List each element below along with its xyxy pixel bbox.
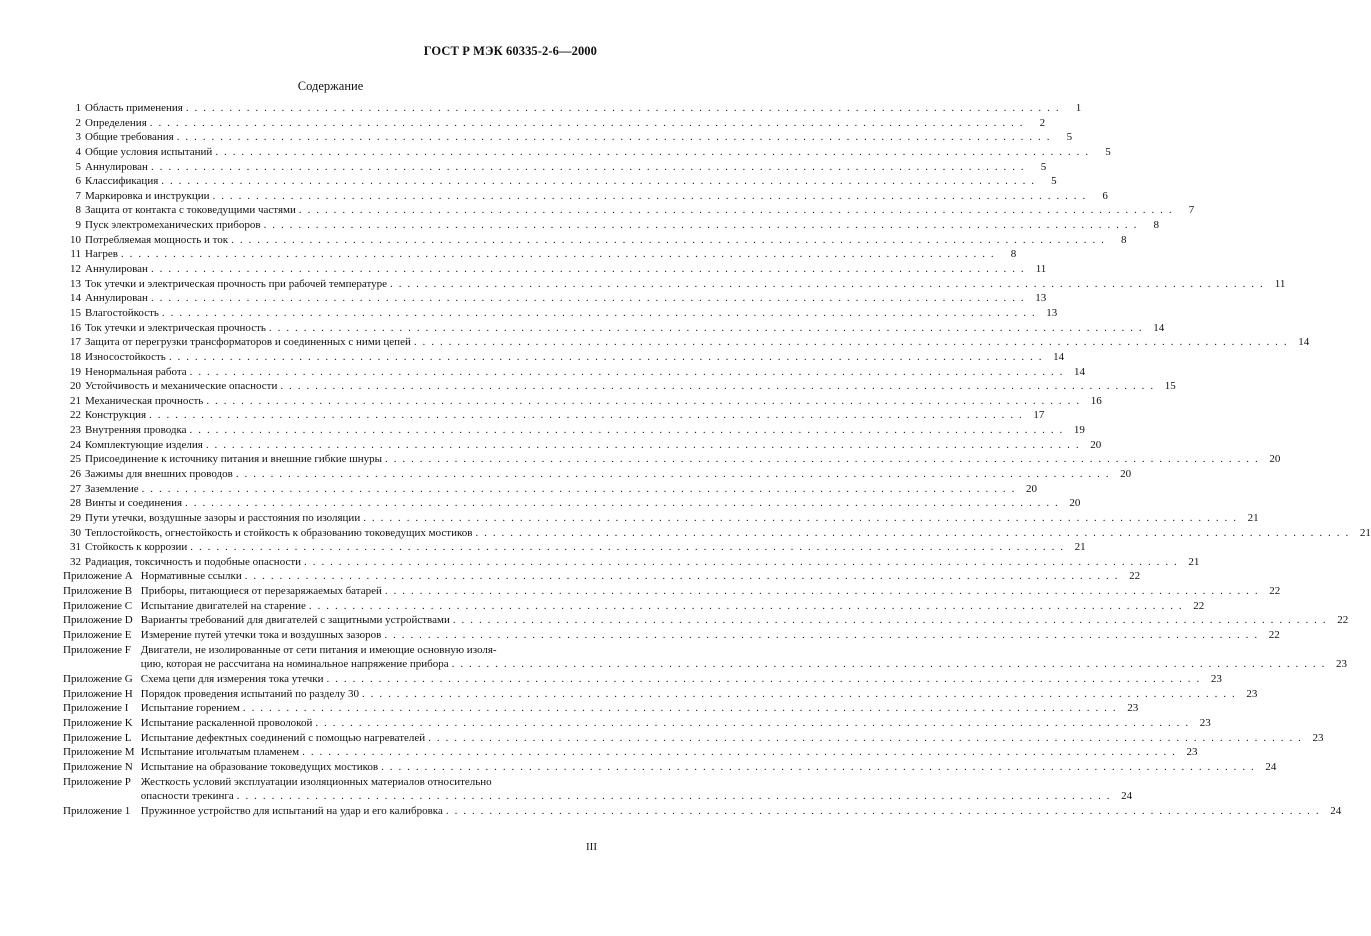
- section-page: 2: [1039, 116, 1046, 129]
- appendix-title-continued: цию, которая не рассчитана на номинальное напряжение прибора: [140, 658, 449, 671]
- appendix-page: 23: [1127, 702, 1139, 715]
- section-number: 28: [70, 497, 81, 510]
- appendix-letter: P: [124, 775, 131, 788]
- section-title: Область применения: [85, 101, 183, 114]
- appendix-page: 24: [1121, 790, 1133, 803]
- toc-section-row[interactable]: [63, 540, 1086, 555]
- toc-section-row[interactable]: [63, 130, 1073, 145]
- toc-appendix-row[interactable]: [63, 775, 1133, 804]
- section-number: 31: [70, 541, 81, 554]
- appendix-prefix: Приложение D: [63, 613, 137, 628]
- section-title: Аннулирован: [85, 263, 148, 276]
- appendix-letter: L: [124, 731, 132, 744]
- dot-leader: [150, 116, 1024, 131]
- section-number: 21: [70, 394, 81, 407]
- section-number: 27: [70, 482, 81, 495]
- dot-leader: [243, 701, 1117, 716]
- toc-section-row[interactable]: [63, 203, 1195, 218]
- section-page: 13: [1035, 292, 1047, 305]
- section-title: Устойчивость и механические опасности: [85, 380, 278, 393]
- toc-appendix-row[interactable]: [63, 701, 1139, 716]
- section-page: 21: [1188, 555, 1200, 568]
- toc-appendix-row[interactable]: [63, 687, 1258, 702]
- appendix-title: Порядок проведения испытаний по разделу 30: [140, 687, 359, 700]
- appendix-prefix: Приложение B: [63, 584, 137, 599]
- appendix-title: Измерение путей утечки тока и воздушных зазоров: [140, 629, 382, 642]
- section-number: 30: [70, 526, 81, 539]
- section-title: Общие требования: [85, 131, 174, 144]
- page-title: Содержание: [297, 79, 364, 93]
- appendix-letter: F: [124, 643, 131, 656]
- toc-section-row[interactable]: [63, 467, 1132, 482]
- section-page: 21: [1074, 541, 1086, 554]
- toc-section-row[interactable]: [63, 496, 1081, 511]
- toc-appendix-row[interactable]: [63, 584, 1281, 599]
- dot-leader: [151, 160, 1025, 175]
- dot-leader: [385, 452, 1259, 467]
- section-number: 16: [70, 321, 81, 334]
- appendix-prefix: Приложение G: [63, 672, 137, 687]
- appendix-page: 23: [1186, 746, 1198, 759]
- dot-leader: [236, 467, 1110, 482]
- toc-appendix-row[interactable]: [63, 804, 1342, 819]
- appendix-letter: I: [124, 702, 129, 715]
- table-of-contents: [63, 101, 1371, 818]
- section-number: 19: [70, 365, 81, 378]
- appendix-title: Двигатели, не изолированные от сети питания и имеющие основную изоля-: [140, 643, 497, 656]
- section-number: 9: [75, 219, 81, 232]
- appendix-title: Приборы, питающиеся от перезаряжаемых батарей: [140, 585, 382, 598]
- section-title: Теплостойкость, огнестойкость и стойкость к образованию токоведущих мостиков: [85, 526, 473, 539]
- appendix-title: Варианты требований для двигателей с защитными устройствами: [140, 614, 450, 627]
- section-number: 26: [70, 468, 81, 480]
- section-title: Нагрев: [85, 248, 118, 261]
- section-number: 17: [70, 336, 81, 349]
- dot-leader: [190, 365, 1064, 380]
- toc-section-row[interactable]: [63, 160, 1047, 175]
- section-title: Потребляемая мощность и ток: [85, 233, 229, 246]
- appendix-letter: K: [124, 716, 133, 729]
- toc-section-row[interactable]: [63, 438, 1102, 453]
- dot-leader: [162, 306, 1036, 321]
- toc-section-row[interactable]: [63, 394, 1102, 409]
- appendix-title: Испытание дефектных соединений с помощью нагревателей: [140, 731, 426, 744]
- section-page: 20: [1069, 497, 1081, 510]
- section-page: 20: [1269, 453, 1281, 466]
- section-title: Ток утечки и электрическая прочность: [85, 321, 266, 334]
- toc-section-row[interactable]: [63, 452, 1281, 467]
- appendix-letter: E: [124, 629, 132, 642]
- dot-leader: [121, 247, 995, 262]
- appendix-title: Испытание раскаленной проволокой: [140, 716, 313, 729]
- appendix-page: 22: [1193, 599, 1205, 612]
- appendix-letter: M: [124, 746, 135, 759]
- section-title: Радиация, токсичность и подобные опасности: [85, 555, 302, 568]
- section-number: 13: [70, 277, 81, 290]
- section-title: Стойкость к коррозии: [85, 541, 188, 554]
- toc-section-row[interactable]: [63, 379, 1176, 394]
- section-number: 7: [75, 189, 81, 202]
- section-number: 1: [75, 101, 81, 114]
- section-title: Пуск электромеханических приборов: [85, 219, 261, 232]
- toc-section-row[interactable]: [63, 262, 1047, 277]
- dot-leader: [385, 584, 1259, 599]
- section-number: 29: [70, 511, 81, 524]
- section-title: Износостойкость: [85, 350, 166, 363]
- appendix-letter: D: [124, 614, 133, 627]
- dot-leader: [264, 218, 1138, 233]
- section-page: 14: [1298, 336, 1310, 349]
- appendix-page: 24: [1265, 760, 1277, 773]
- dot-leader: [245, 569, 1119, 584]
- dot-leader: [452, 657, 1326, 672]
- section-number: 3: [75, 131, 81, 144]
- appendix-letter: B: [124, 585, 133, 598]
- section-page: 20: [1120, 468, 1132, 480]
- appendix-page: 23: [1335, 658, 1347, 671]
- appendix-prefix: Приложение I: [63, 701, 137, 716]
- section-number: 2: [75, 116, 81, 129]
- appendix-page: 22: [1129, 570, 1141, 583]
- section-title: Влагостойкость: [85, 306, 159, 319]
- toc-section-row[interactable]: [63, 526, 1371, 541]
- section-page: 5: [1105, 145, 1111, 158]
- section-number: 32: [70, 555, 81, 568]
- section-number: 6: [75, 175, 81, 188]
- appendix-page: 23: [1312, 731, 1324, 744]
- dot-leader: [231, 233, 1105, 248]
- section-page: 14: [1053, 350, 1065, 363]
- dot-leader: [151, 262, 1025, 277]
- dot-leader: [446, 804, 1320, 819]
- appendix-page: 22: [1337, 614, 1349, 627]
- toc-appendix-row[interactable]: [63, 643, 1347, 672]
- appendix-prefix: Приложение L: [63, 731, 137, 746]
- section-title: Ненормальная работа: [85, 365, 187, 378]
- appendix-prefix: Приложение M: [63, 745, 137, 760]
- dot-leader: [149, 408, 1023, 423]
- section-title: Заземление: [85, 482, 139, 495]
- section-title: Маркировка и инструкции: [85, 189, 210, 202]
- section-number: 14: [70, 292, 81, 305]
- toc-section-row[interactable]: [63, 247, 1017, 262]
- appendix-page: 23: [1199, 716, 1211, 729]
- dot-leader: [185, 496, 1059, 511]
- section-title: Классификация: [85, 175, 159, 188]
- section-page: 1: [1075, 101, 1082, 114]
- document-code: ГОСТ Р МЭК 60335-2-6—2000: [423, 44, 597, 58]
- toc-section-row[interactable]: [63, 423, 1085, 438]
- toc-section-row[interactable]: [63, 482, 1037, 497]
- toc-section-row[interactable]: [63, 555, 1200, 570]
- toc-section-row[interactable]: [63, 350, 1065, 365]
- section-title: Пути утечки, воздушные зазоры и расстояния по изоляции: [85, 511, 361, 524]
- section-page: 8: [1010, 248, 1017, 261]
- appendix-prefix: Приложение H: [63, 687, 137, 702]
- section-number: 25: [70, 453, 81, 466]
- section-page: 14: [1074, 365, 1086, 378]
- toc-appendix-row[interactable]: [63, 599, 1205, 614]
- section-page: 13: [1046, 306, 1058, 319]
- section-number: 12: [70, 263, 81, 276]
- section-title: Комплектующие изделия: [85, 438, 203, 451]
- toc-appendix-row[interactable]: [63, 731, 1324, 746]
- appendix-prefix: Приложение F: [63, 643, 137, 658]
- dot-leader: [381, 760, 1255, 775]
- toc-appendix-row[interactable]: [63, 570, 1141, 585]
- section-number: 15: [70, 306, 81, 319]
- toc-section-row[interactable]: [63, 277, 1286, 292]
- section-title: Внутренняя проводка: [85, 424, 187, 437]
- dot-leader: [186, 101, 1060, 116]
- appendix-page: 23: [1210, 673, 1222, 685]
- section-number: 22: [70, 409, 81, 422]
- section-number: 8: [75, 204, 81, 217]
- toc-appendix-row[interactable]: [63, 745, 1198, 760]
- appendix-prefix: Приложение C: [63, 599, 137, 614]
- dot-leader: [142, 482, 1016, 497]
- toc-section-row[interactable]: [63, 233, 1127, 248]
- dot-leader: [362, 687, 1236, 702]
- dot-leader: [280, 379, 1154, 394]
- section-title: Присоединение к источнику питания и внешние гибкие шнуры: [85, 453, 382, 466]
- appendix-prefix: Приложение K: [63, 716, 137, 731]
- appendix-prefix: Приложение P: [63, 775, 137, 790]
- appendix-title-continued: опасности трекинга: [140, 790, 234, 803]
- section-page: 20: [1025, 482, 1037, 495]
- section-page: 14: [1153, 321, 1165, 334]
- appendix-page: 22: [1269, 585, 1281, 598]
- appendix-prefix: Приложение 1: [63, 804, 137, 819]
- section-title: Зажимы для внешних проводов: [85, 468, 233, 480]
- section-page: 17: [1033, 409, 1045, 422]
- section-title: Защита от перегрузки трансформаторов и соединенных с ними цепей: [85, 336, 411, 349]
- toc-section-row[interactable]: [63, 321, 1165, 336]
- dot-leader: [428, 731, 1302, 746]
- toc-section-row[interactable]: [63, 335, 1310, 350]
- section-title: Аннулирован: [85, 160, 148, 173]
- toc-appendix-row[interactable]: [63, 760, 1277, 775]
- section-number: 4: [75, 145, 81, 158]
- dot-leader: [384, 628, 1258, 643]
- appendix-title: Жесткость условий эксплуатации изоляционных материалов относительно: [140, 775, 492, 788]
- dot-leader: [326, 672, 1200, 687]
- appendix-page: 22: [1268, 629, 1280, 642]
- section-page: 5: [1066, 131, 1073, 144]
- toc-section-row[interactable]: [63, 145, 1111, 160]
- dot-leader: [237, 789, 1111, 804]
- appendix-title: Схема цепи для измерения тока утечки: [140, 673, 324, 685]
- section-number: 23: [70, 424, 81, 437]
- dot-leader: [304, 555, 1178, 570]
- appendix-page: 23: [1246, 687, 1258, 700]
- section-title: Защита от контакта с токоведущими частями: [85, 204, 296, 217]
- section-page: 11: [1035, 263, 1047, 276]
- appendix-letter: A: [124, 570, 133, 583]
- section-number: 5: [75, 160, 81, 173]
- appendix-letter: C: [124, 599, 133, 612]
- toc-section-row[interactable]: [63, 408, 1045, 423]
- section-page: 8: [1121, 233, 1127, 246]
- dot-leader: [309, 599, 1183, 614]
- section-page: 16: [1090, 394, 1102, 407]
- dot-leader: [475, 526, 1349, 541]
- section-title: Аннулирован: [85, 292, 148, 305]
- dot-leader: [213, 189, 1087, 204]
- dot-leader: [363, 511, 1237, 526]
- section-page: 5: [1040, 160, 1047, 173]
- appendix-prefix: Приложение A: [63, 569, 137, 584]
- section-title: Конструкция: [85, 409, 147, 422]
- dot-leader: [190, 423, 1064, 438]
- section-number: 18: [70, 350, 81, 363]
- toc-appendix-row[interactable]: [63, 613, 1349, 628]
- appendix-title: Нормативные ссылки: [140, 570, 242, 583]
- section-title: Общие условия испытаний: [85, 145, 213, 158]
- toc-section-row[interactable]: [63, 511, 1259, 526]
- section-page: 15: [1164, 380, 1176, 393]
- toc-section-row[interactable]: [63, 189, 1108, 204]
- section-number: 20: [70, 380, 81, 393]
- appendix-title: Испытание на образование токоведущих мостиков: [140, 760, 379, 773]
- toc-section-row[interactable]: [63, 174, 1057, 189]
- appendix-page: 24: [1330, 804, 1342, 817]
- appendix-title: Пружинное устройство для испытаний на удар и его калибровка: [140, 804, 443, 817]
- section-page: 20: [1090, 438, 1102, 451]
- toc-appendix-row[interactable]: [63, 628, 1280, 643]
- toc-section-row[interactable]: [63, 116, 1046, 131]
- dot-leader: [299, 203, 1173, 218]
- toc-section-row[interactable]: [63, 218, 1159, 233]
- dot-leader: [453, 613, 1327, 628]
- section-title: Винты и соединения: [85, 497, 183, 510]
- appendix-letter: N: [124, 760, 133, 773]
- dot-leader: [190, 540, 1064, 555]
- section-page: 6: [1102, 189, 1108, 202]
- section-title: Ток утечки и электрическая прочность при рабочей температуре: [85, 277, 387, 290]
- appendix-letter: H: [124, 687, 133, 700]
- page-number: III: [586, 841, 597, 853]
- section-title: Определения: [85, 116, 147, 129]
- appendix-letter: 1: [124, 804, 131, 817]
- dot-leader: [177, 130, 1051, 145]
- dot-leader: [161, 174, 1035, 189]
- dot-leader: [390, 277, 1264, 292]
- section-page: 7: [1188, 204, 1195, 217]
- toc-section-row[interactable]: [63, 365, 1086, 380]
- dot-leader: [269, 321, 1143, 336]
- dot-leader: [302, 745, 1176, 760]
- dot-leader: [414, 335, 1288, 350]
- toc-appendix-row[interactable]: [63, 672, 1222, 687]
- section-number: 24: [70, 438, 81, 451]
- toc-section-row[interactable]: [63, 306, 1058, 321]
- appendix-prefix: Приложение N: [63, 760, 137, 775]
- section-page: 21: [1359, 526, 1371, 539]
- section-number: 11: [70, 248, 81, 261]
- section-page: 19: [1073, 424, 1085, 437]
- dot-leader: [315, 716, 1189, 731]
- dot-leader: [206, 438, 1080, 453]
- appendix-title: Испытание игольчатым пламенем: [140, 746, 300, 759]
- toc-appendix-row[interactable]: [63, 716, 1211, 731]
- appendix-prefix: Приложение E: [63, 628, 137, 643]
- dot-leader: [215, 145, 1089, 160]
- dot-leader: [169, 350, 1043, 365]
- section-page: 21: [1247, 511, 1259, 524]
- dot-leader: [206, 394, 1080, 409]
- dot-leader: [151, 291, 1025, 306]
- section-page: 11: [1274, 277, 1286, 290]
- appendix-title: Испытание горением: [140, 702, 240, 715]
- section-number: 10: [70, 233, 81, 246]
- appendix-title: Испытание двигателей на старение: [140, 599, 306, 612]
- section-page: 8: [1153, 219, 1159, 232]
- section-page: 5: [1051, 175, 1057, 188]
- section-title: Механическая прочность: [85, 394, 204, 407]
- appendix-letter: G: [124, 673, 133, 685]
- toc-section-row[interactable]: [63, 291, 1047, 306]
- toc-section-row[interactable]: [63, 101, 1082, 116]
